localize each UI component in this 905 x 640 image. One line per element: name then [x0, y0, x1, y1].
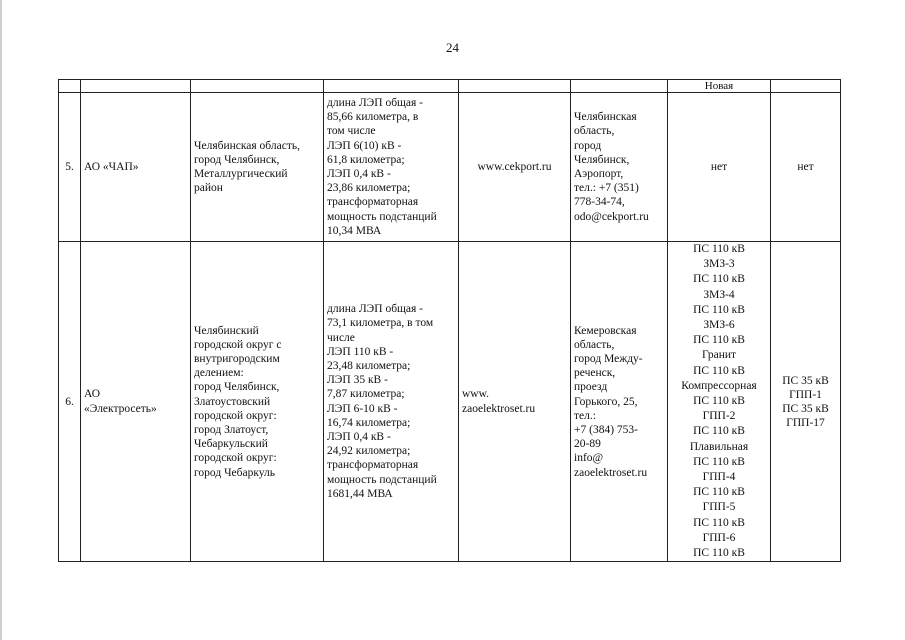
- substation-line: ЗМЗ-4: [703, 288, 735, 301]
- other-substation-line: ПС 35 кВ: [782, 402, 829, 415]
- substation-line: ПС 110 кВ: [693, 364, 745, 377]
- table-row: [59, 242, 841, 562]
- substation-line: ГПП-4: [702, 471, 736, 484]
- substation-line: Гранит: [701, 349, 737, 362]
- substation-line: ПС 110 кВ: [693, 334, 745, 347]
- substation-line: Компрессорная: [681, 379, 757, 392]
- header-cell: [59, 80, 81, 93]
- substation-line: ПС 110 кВ: [693, 395, 745, 408]
- other-substation-line: ГПП-1: [789, 388, 822, 401]
- substation-line: ЗМЗ-3: [703, 258, 735, 271]
- other-substations: [771, 242, 841, 562]
- header-cell-new: Новая: [668, 80, 771, 93]
- substation-line: ГПП-2: [702, 410, 736, 423]
- contact-address: Кемеровская область, город Между- реченск, проезд Горького, 25, тел.: +7 (384) 753- 20-89 info@ zaoelektroset.ru: [571, 242, 668, 562]
- row-number: 6.: [59, 242, 81, 562]
- substation-line: ГПП-5: [702, 501, 736, 514]
- substation-line: ПС 110 кВ: [693, 303, 745, 316]
- network-characteristics: длина ЛЭП общая - 73,1 километра, в том числе ЛЭП 110 кВ - 23,48 километра; ЛЭП 35 кВ - 7,87 километра; ЛЭП 6-10 кВ - 16,74 километра; ЛЭП 0,4 кВ - 24,92 километра; трансформаторная мощность подстанций 1681,44 МВА: [324, 242, 459, 562]
- table-header-row: [59, 80, 841, 93]
- service-territory: Челябинская область, город Челябинск, Металлургический район: [191, 93, 324, 242]
- website: www.cekport.ru: [459, 93, 571, 242]
- header-cell: [191, 80, 324, 93]
- page-left-edge: [0, 0, 2, 640]
- substations: нет: [668, 93, 771, 242]
- website: www. zaoelektroset.ru: [459, 242, 571, 562]
- substation-line: ПС 110 кВ: [693, 455, 745, 468]
- organization-name: АО «Электросеть»: [81, 242, 191, 562]
- header-cell: [81, 80, 191, 93]
- substation-line: ПС 110 кВ: [693, 273, 745, 286]
- table-row: [59, 93, 841, 242]
- organizations-table: [58, 79, 841, 562]
- organization-name: АО «ЧАП»: [81, 93, 191, 242]
- other-substations: нет: [771, 93, 841, 242]
- substation-line: ПС 110 кВ: [693, 547, 745, 560]
- substation-line: ГПП-6: [702, 531, 736, 544]
- other-substation-line: ПС 35 кВ: [782, 374, 829, 387]
- other-substation-line: ГПП-17: [786, 416, 825, 429]
- substation-line: Плавильная: [689, 440, 749, 453]
- header-cell: [459, 80, 571, 93]
- row-number: 5.: [59, 93, 81, 242]
- header-cell: [324, 80, 459, 93]
- page-number: 24: [446, 40, 459, 55]
- header-cell: [571, 80, 668, 93]
- header-cell: [771, 80, 841, 93]
- contact-address: Челябинская область, город Челябинск, Аэропорт, тел.: +7 (351) 778-34-74, odo@cekport.ru: [571, 93, 668, 242]
- substation-line: ПС 110 кВ: [693, 243, 745, 255]
- substation-line: ПС 110 кВ: [693, 486, 745, 499]
- substation-line: ПС 110 кВ: [693, 516, 745, 529]
- substation-line: ЗМЗ-6: [703, 319, 735, 332]
- service-territory: Челябинский городской округ с внутригородским делением: город Челябинск, Златоустовский городской округ: город Златоуст, Чебаркульский городской округ: город Чебаркуль: [191, 242, 324, 562]
- substations: [668, 242, 771, 562]
- network-characteristics: длина ЛЭП общая - 85,66 километра, в том числе ЛЭП 6(10) кВ - 61,8 километра; ЛЭП 0,4 кВ - 23,86 километра; трансформаторная мощность подстанций 10,34 МВА: [324, 93, 459, 242]
- substation-line: ПС 110 кВ: [693, 425, 745, 438]
